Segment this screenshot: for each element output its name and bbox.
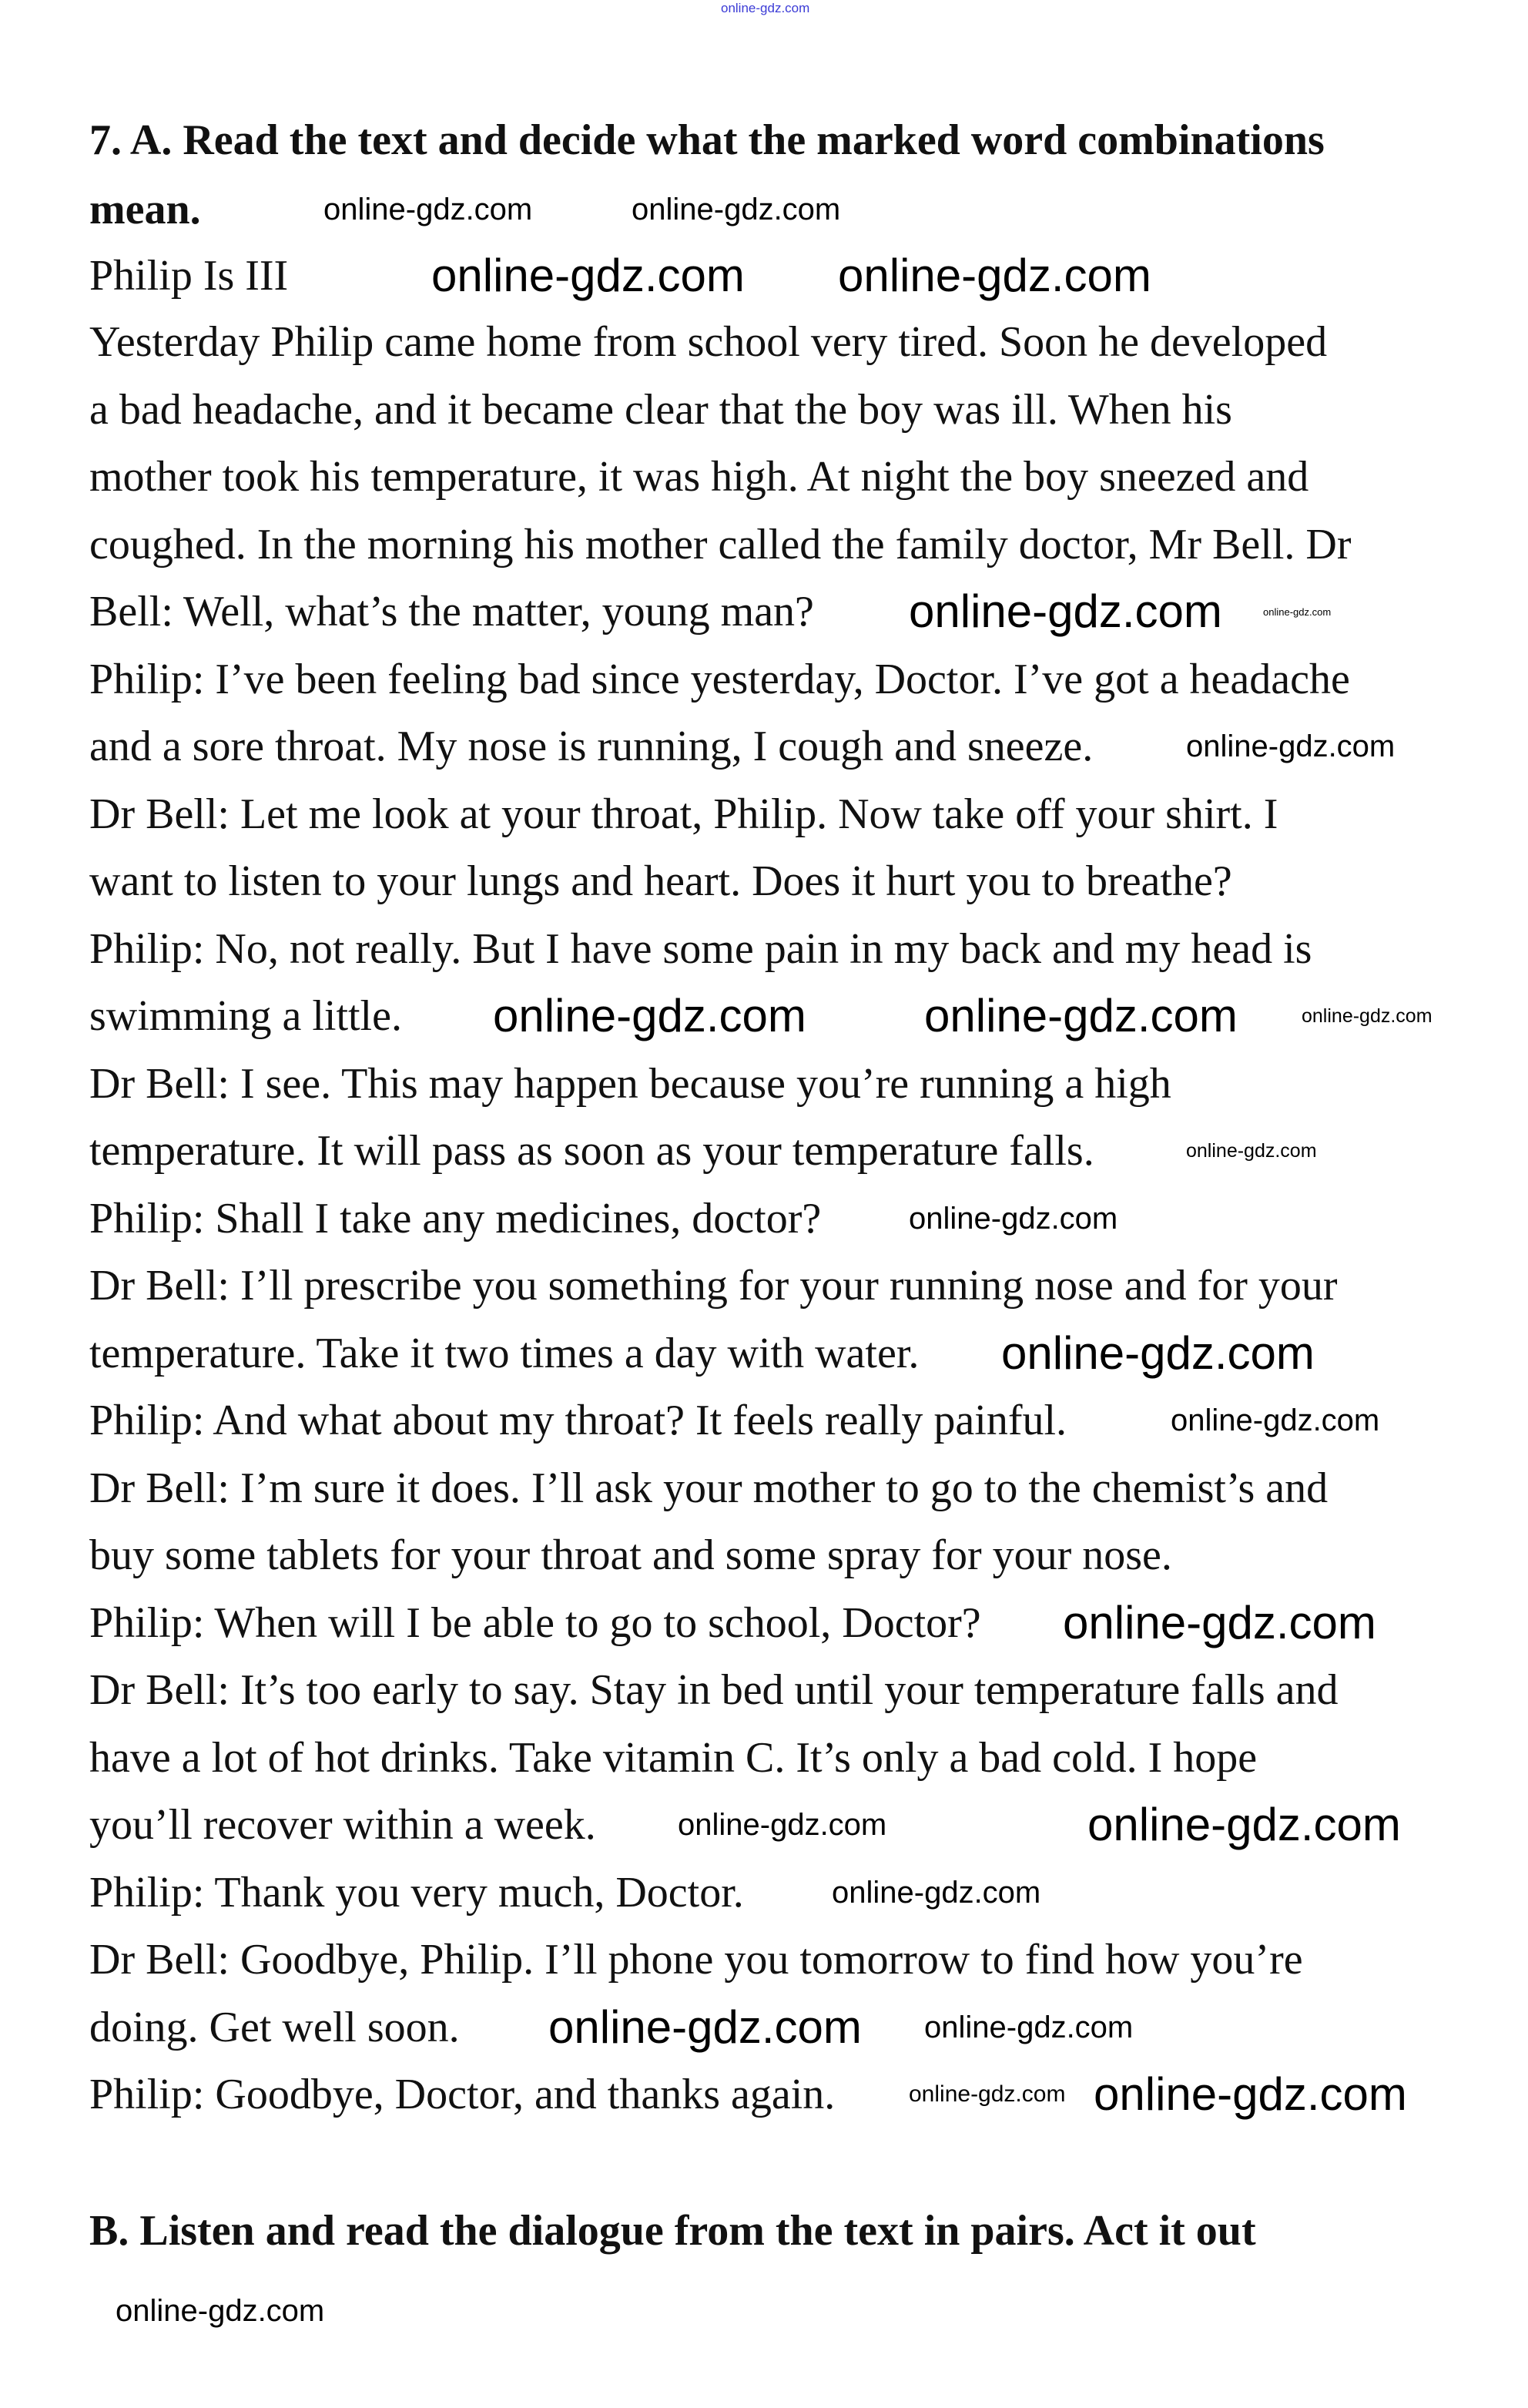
watermark: online-gdz.com: [323, 193, 533, 226]
text-line: Philip: No, not really. But I have some pain in my back and my head is: [89, 924, 1312, 973]
watermark-top: online-gdz.com: [721, 1, 810, 15]
watermark: online-gdz.com: [909, 1202, 1118, 1236]
watermark: online-gdz.com: [1171, 1404, 1380, 1437]
watermark: online-gdz.com: [1263, 606, 1332, 618]
watermark: online-gdz.com: [924, 2011, 1134, 2044]
watermark: online-gdz.com: [116, 2294, 325, 2328]
text-line: Dr Bell: It’s too early to say. Stay in bed until your temperature falls and: [89, 1666, 1339, 1714]
watermark: online-gdz.com: [493, 990, 806, 1041]
heading-line-1: 7. A. Read the text and decide what the marked word combinations: [89, 116, 1325, 164]
text-line: mother took his temperature, it was high. At night the boy sneezed and: [89, 453, 1309, 501]
text-line: want to listen to your lungs and heart. Does it hurt you to breathe?: [89, 857, 1232, 905]
text-line: you’ll recover within a week.: [89, 1801, 596, 1849]
text-line: Yesterday Philip came home from school very tired. Soon he developed: [89, 318, 1328, 366]
text-line: doing. Get well soon.: [89, 2003, 460, 2051]
task-b: B. Listen and read the dialogue from the text in pairs. Act it out: [89, 2207, 1256, 2255]
text-line: coughed. In the morning his mother called the family doctor, Mr Bell. Dr: [89, 520, 1352, 568]
watermark: online-gdz.com: [1186, 729, 1396, 763]
text-line: Dr Bell: Let me look at your throat, Philip. Now take off your shirt. I: [89, 790, 1278, 838]
text-line: Philip: Shall I take any medicines, doctor?: [89, 1194, 822, 1243]
text-title: Philip Is III: [89, 252, 289, 300]
text-line: have a lot of hot drinks. Take vitamin C. It’s only a bad cold. I hope: [89, 1733, 1258, 1782]
text-line: Dr Bell: I see. This may happen because you’re running a high: [89, 1059, 1171, 1108]
watermark: online-gdz.com: [1087, 1799, 1401, 1850]
text-line: Philip: I’ve been feeling bad since yesterday, Doctor. I’ve got a headache: [89, 655, 1350, 703]
text-line: Philip: And what about my throat? It feels really painful.: [89, 1397, 1067, 1444]
watermark: online-gdz.com: [1001, 1327, 1315, 1379]
watermark: online-gdz.com: [838, 250, 1151, 301]
watermark: online-gdz.com: [909, 585, 1222, 637]
watermark: online-gdz.com: [924, 990, 1238, 1041]
text-line: Dr Bell: Goodbye, Philip. I’ll phone you tomorrow to find how you’re: [89, 1936, 1303, 1984]
text-line: temperature. Take it two times a day with water.: [89, 1329, 920, 1377]
text-line: swimming a little.: [89, 992, 402, 1040]
text-line: Dr Bell: I’m sure it does. I’ll ask your mother to go to the chemist’s and: [89, 1464, 1329, 1512]
watermark: online-gdz.com: [678, 1808, 887, 1842]
heading-line-2: mean.: [89, 186, 201, 233]
text-line: Philip: When will I be able to go to school, Doctor?: [89, 1598, 981, 1647]
watermark: online-gdz.com: [1186, 1140, 1317, 1162]
text-line: temperature. It will pass as soon as your temperature falls.: [89, 1127, 1094, 1175]
watermark: online-gdz.com: [1063, 1597, 1376, 1648]
text-line: Dr Bell: I’ll prescribe you something for your running nose and for your: [89, 1262, 1338, 1310]
text-line: Bell: Well, what’s the matter, young man?: [89, 588, 814, 636]
watermark: online-gdz.com: [909, 2081, 1066, 2107]
watermark: online-gdz.com: [431, 250, 745, 301]
text-line: and a sore throat. My nose is running, I cough and sneeze.: [89, 723, 1094, 770]
watermark: online-gdz.com: [1094, 2068, 1407, 2120]
watermark: online-gdz.com: [632, 193, 841, 226]
watermark: online-gdz.com: [548, 2001, 862, 2053]
watermark: online-gdz.com: [1302, 1005, 1432, 1027]
text-line: buy some tablets for your throat and some spray for your nose.: [89, 1531, 1172, 1579]
watermark: online-gdz.com: [832, 1876, 1041, 1910]
text-line: Philip: Goodbye, Doctor, and thanks again.: [89, 2071, 836, 2118]
text-line: Philip: Thank you very much, Doctor.: [89, 1868, 744, 1917]
text-line: a bad headache, and it became clear that the boy was ill. When his: [89, 385, 1232, 434]
